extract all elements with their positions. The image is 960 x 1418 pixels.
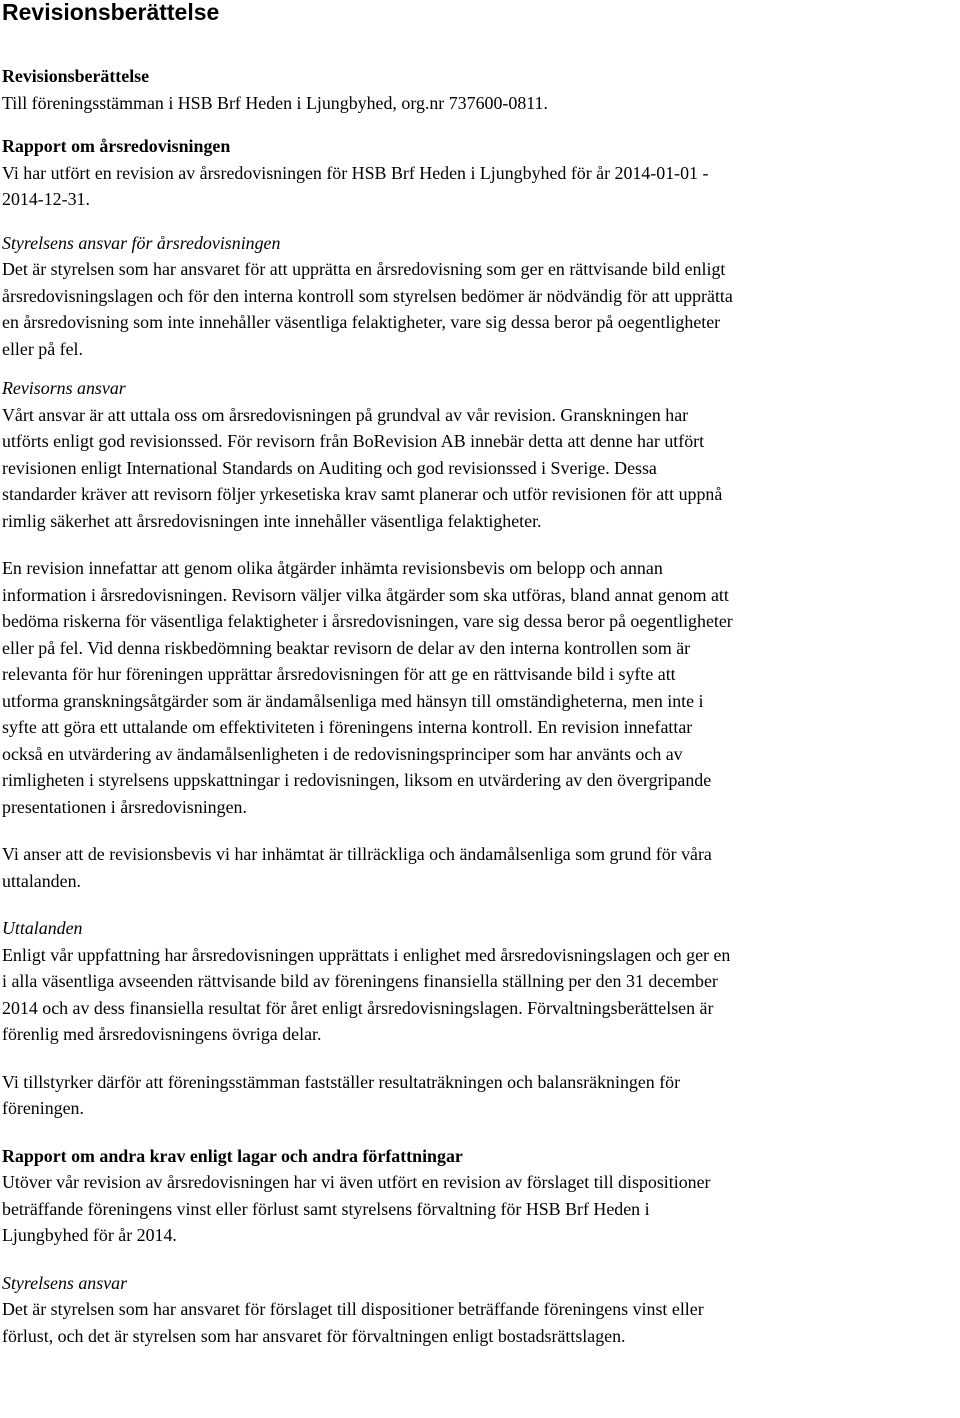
paragraph-line: uttalanden. [2, 870, 81, 891]
paragraph-line: standarder kräver att revisorn följer yrkesetiska krav samt planerar och utför revisionen för att uppnå [2, 484, 723, 504]
page-title: Revisionsberättelse [2, 0, 220, 25]
paragraph-line: rimlig säkerhet att årsredovisningen inte innehåller väsentliga felaktigheter. [2, 510, 542, 531]
section-heading: Rapport om andra krav enligt lagar och andra författningar [2, 1145, 463, 1166]
paragraph-line: föreningen. [2, 1098, 84, 1118]
paragraph-line: syfte att göra ett uttalande om effektiviteten i föreningens interna kontroll. En revision innefattar [2, 717, 693, 737]
paragraph-line: också en utvärdering av ändamålsenligheten i de redovisningsprinciper som har använts och av [2, 743, 683, 764]
styrelsens-ansvar-arsredovisning-section [2, 230, 959, 363]
rapport-andra-krav-section [2, 1143, 959, 1249]
paragraph-line: rimligheten i styrelsens uppskattningar i redovisningen, liksom en utvärdering av den övergripande [2, 770, 712, 790]
rapport-arsredovisning-section [2, 133, 959, 213]
section-heading: Uttalanden [2, 918, 83, 938]
paragraph-line: revisionen enligt International Standards on Auditing och god revisionssed i Sverige. Dessa [2, 457, 657, 478]
section-heading: Rapport om årsredovisningen [2, 136, 231, 156]
paragraph-line: Det är styrelsen som har ansvaret för att upprätta en årsredovisning som ger en rättvisande bild enligt [2, 259, 726, 279]
paragraph-line: relevanta för hur föreningen upprättar årsredovisningen för att ge en rättvisande bild i syfte att [2, 664, 676, 684]
paragraph-line: en årsredovisning som inte innehåller väsentliga felaktigheter, vare sig dessa beror på oegentligheter [2, 312, 721, 332]
paragraph-line: Utöver vår revision av årsredovisningen har vi även utfört en revision av förslaget till dispositioner [2, 1172, 711, 1192]
paragraph-line: eller på fel. [2, 338, 83, 359]
paragraph-line: utforma granskningsåtgärder som är ändamålsenliga med hänsyn till omständigheterna, men inte i [2, 690, 704, 711]
paragraph-line: beträffande föreningens vinst eller förlust samt styrelsens förvaltning för HSB Brf Heden i [2, 1198, 650, 1219]
addressee-line: Till föreningsstämman i HSB Brf Heden i Ljungbyhed, org.nr 737600-0811. [2, 92, 548, 113]
paragraph-line: bedöma riskerna för väsentliga felaktigheter i årsredovisningen, vare sig dessa beror på oegentligheter [2, 611, 733, 631]
paragraph-line: Enligt vår uppfattning har årsredovisningen upprättats i enlighet med årsredovisningslagen och ger en [2, 944, 731, 965]
paragraph-line: 2014-12-31. [2, 189, 90, 209]
tillstyrker-paragraph [2, 1069, 959, 1122]
paragraph-line: presentationen i årsredovisningen. [2, 796, 247, 817]
paragraph-line: Ljungbyhed för år 2014. [2, 1225, 177, 1245]
revision-innefattar-paragraph [2, 555, 959, 820]
paragraph-line: Vårt ansvar är att uttala oss om årsredovisningen på grundval av vår revision. Granskningen har [2, 404, 689, 425]
paragraph-line: information i årsredovisningen. Revisorn väljer vilka åtgärder som ska utföras, bland annat genom att [2, 584, 729, 605]
paragraph-line: Vi har utfört en revision av årsredovisningen för HSB Brf Heden i Ljungbyhed för år 2014-01-01 - [2, 162, 709, 183]
paragraph-line: förenlig med årsredovisningens övriga delar. [2, 1024, 322, 1044]
uttalanden-section [2, 915, 959, 1048]
intro-section [2, 63, 959, 116]
revisorns-ansvar-section [2, 375, 959, 534]
document-body [2, 63, 959, 1349]
paragraph-line: förlust, och det är styrelsen som har ansvaret för förvaltningen enligt bostadsrättslagen. [2, 1325, 626, 1346]
paragraph-line: årsredovisningslagen och för den interna kontroll som styrelsen bedömer är nödvändig för att upprätta [2, 285, 733, 306]
paragraph-line: Vi anser att de revisionsbevis vi har inhämtat är tillräckliga och ändamålsenliga som grund för våra [2, 844, 712, 864]
document-heading: Revisionsberättelse [2, 66, 150, 86]
paragraph-line: 2014 och av dess finansiella resultat för året enligt årsredovisningslagen. Förvaltningsberättelsen är [2, 997, 714, 1018]
paragraph-line: Det är styrelsen som har ansvaret för förslaget till dispositioner beträffande föreningens vinst eller [2, 1299, 704, 1319]
revisionsbevis-paragraph [2, 841, 959, 894]
section-heading: Styrelsens ansvar [2, 1272, 128, 1293]
paragraph-line: eller på fel. Vid denna riskbedömning beaktar revisorn de delar av den interna kontrollen som är [2, 637, 691, 658]
section-heading: Styrelsens ansvar för årsredovisningen [2, 232, 281, 253]
paragraph-line: Vi tillstyrker därför att föreningsstämman fastställer resultaträkningen och balansräkningen för [2, 1071, 681, 1092]
styrelsens-ansvar-section [2, 1270, 959, 1350]
paragraph-line: i alla väsentliga avseenden rättvisande bild av föreningens finansiella ställning per den 31 december [2, 971, 718, 991]
paragraph-line: utförts enligt god revisionssed. För revisorn från BoRevision AB innebär detta att denne har utfört [2, 431, 705, 451]
section-heading: Revisorns ansvar [2, 378, 126, 398]
paragraph-line: En revision innefattar att genom olika åtgärder inhämta revisionsbevis om belopp och annan [2, 558, 663, 578]
